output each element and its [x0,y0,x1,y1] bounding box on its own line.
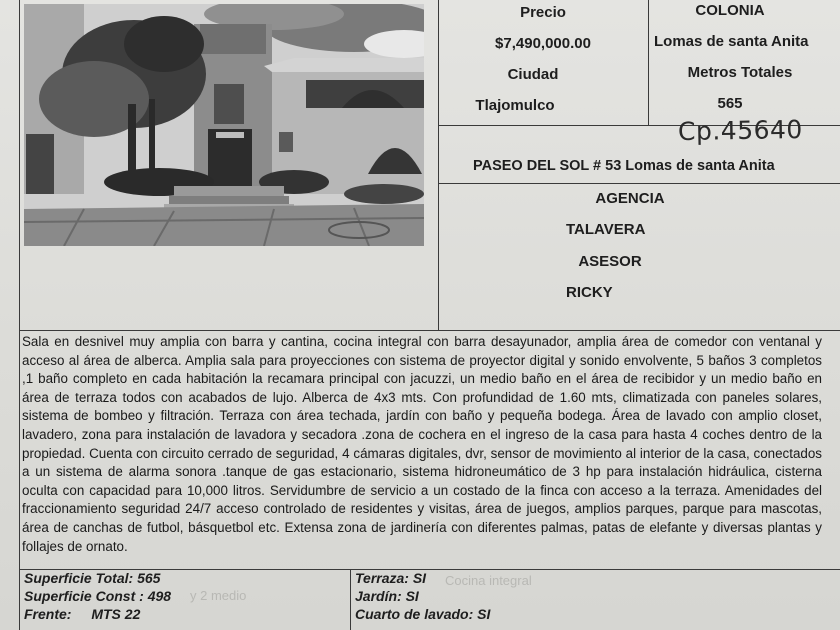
price-label: Precio [520,4,566,21]
feature-value: 498 [147,588,172,604]
feature-value: SI [412,570,427,586]
price-colonia-divider [648,0,649,125]
city-label: Ciudad [507,66,559,83]
agency-value: TALAVERA [566,221,646,238]
advisor-label: ASESOR [578,253,642,270]
property-photo [24,4,424,246]
address-rule [438,183,840,184]
description-top-rule [19,330,840,331]
left-border [19,0,20,630]
feature-superficie-total [24,570,160,586]
colonia-label: COLONIA [695,2,765,19]
feature-label: Terraza: [355,570,409,586]
feature-value: MTS 22 [91,606,141,622]
feature-value: 565 [137,570,161,586]
city-value: Tlajomulco [475,97,555,114]
feature-value: SI [477,606,491,622]
house-illustration [24,4,424,246]
feature-label: Jardín: [355,588,402,604]
feature-label: Frente: [24,606,72,622]
feature-terraza [355,570,426,586]
photo-divider [438,0,439,330]
feature-cuarto-de-lavado [355,606,490,622]
bleed-through-text-1: Cocina integral [445,573,532,588]
colonia-value: Lomas de santa Anita [654,33,809,50]
feature-superficie-const [24,588,171,604]
feature-label: Superficie Total: [24,570,134,586]
feature-value: SI [405,588,419,604]
price-value: $7,490,000.00 [495,35,591,52]
feature-frente [24,606,140,622]
bleed-through-text-2: y 2 medio [190,588,247,603]
features-divider [350,569,351,630]
advisor-value: RICKY [566,284,613,301]
property-description: Sala en desnivel muy amplia con barra y cantina, cocina integral con barra desayunador, amplia área de comedor con ventanal y acceso al área de alberca. Amplia sala para proyecciones con sistema de proyector digital y sonido envolvente, 5 baños 3 completos ,1 baño completo en cada habitación la recamara principal con jacuzzi, un medio baño en el área de recibidor y un medio baño en área de terraza todos con acabados de lujo. Alberca de 4x3 mts. Con profundidad de 1.60 mts, climatizada con paneles solares, sistema de bombeo y filtración. Terraza con área techada, jardín con baño y pequeña bodega. Área de lavado con amplio closet, lavadero, zona para instalación de lavadora y secadora .zona de cochera en el ingreso de la casa para hasta 4 coches dentro de la propiedad. Cuenta con circuito cerrado de seguridad, 4 cámaras digitales, dvr, sensor de movimiento al interior de la casa, conectados a un sistema de alarma sonora .tanque de gas estacionario, sistema hidroneumático de 3 hp para instalación hidráulica, cisterna oculta con capacidad para 10,000 litros. Servidumbre de servicio a un costado de la finca con acceso a la terraza. Amenidades del fraccionamiento seguridad 24/7 acceso controlado de residentes y visitas, área de juegos, amplios parques, parque para mascotas, área de canchas de futbol, básquetbol etc. Extensa zona de jardinería con diferentes palmas, patas de elefante y diversas plantas y follajes de ornato. [22,334,822,554]
feature-label: Superficie Const : [24,588,144,604]
address: PASEO DEL SOL # 53 Lomas de santa Anita [473,158,775,174]
metros-label: Metros Totales [687,64,793,81]
feature-label: Cuarto de lavado: [355,606,474,622]
agency-label: AGENCIA [595,190,665,207]
metros-value: 565 [717,95,743,112]
postal-code-handwritten: Cp.45640 [677,114,804,147]
feature-jardin [355,588,419,604]
